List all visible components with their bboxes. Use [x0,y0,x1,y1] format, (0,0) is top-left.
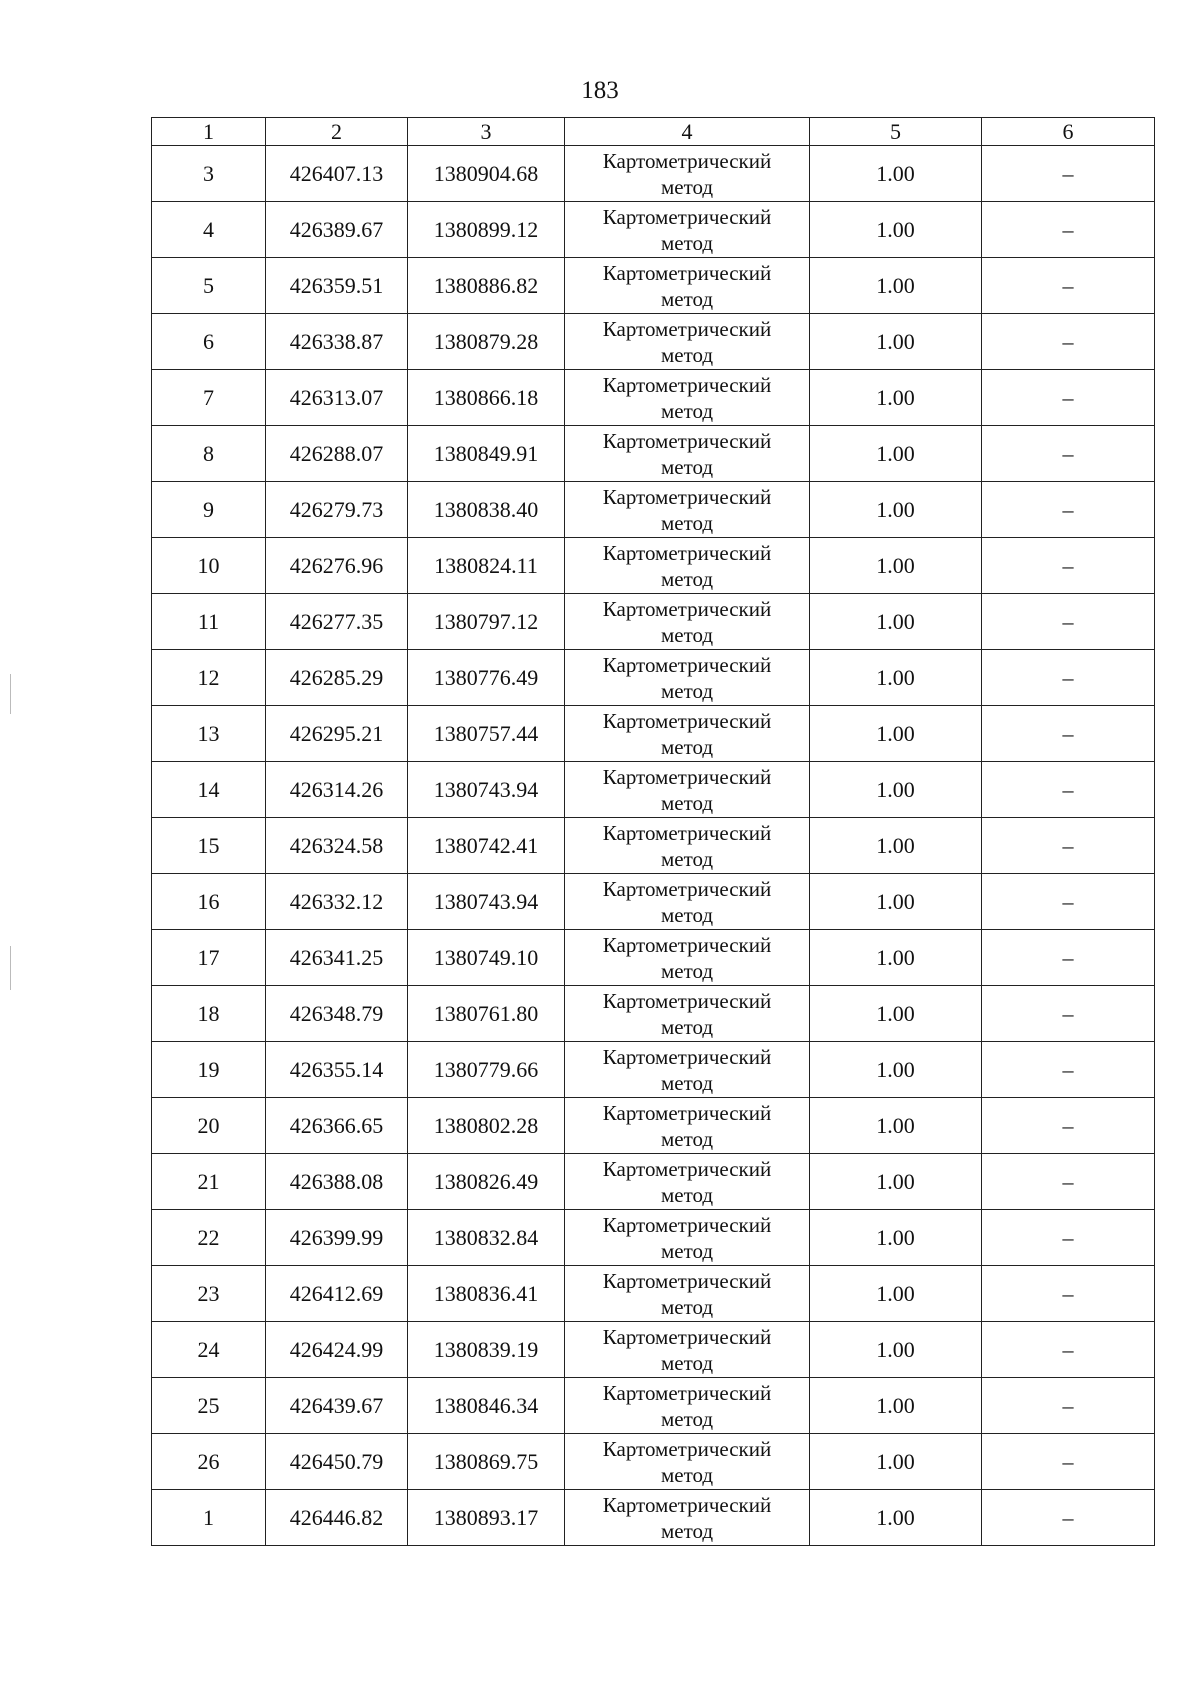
accuracy-cell: 1.00 [810,1042,982,1098]
point-number-cell: 16 [152,874,266,930]
y-coordinate-cell: 1380879.28 [408,314,565,370]
accuracy-cell: 1.00 [810,594,982,650]
accuracy-cell: 1.00 [810,1266,982,1322]
method-cell [565,818,810,874]
column-header: 1 [152,118,266,146]
scan-artifact [10,674,11,714]
method-line-1: Картометрический [602,596,772,621]
accuracy-cell: 1.00 [810,146,982,202]
y-coordinate-cell: 1380893.17 [408,1490,565,1546]
column-header: 5 [810,118,982,146]
x-coordinate-cell: 426288.07 [266,426,408,482]
x-coordinate-cell: 426366.65 [266,1098,408,1154]
accuracy-cell: 1.00 [810,314,982,370]
y-coordinate-cell: 1380824.11 [408,538,565,594]
point-number-cell: 21 [152,1154,266,1210]
accuracy-cell: 1.00 [810,1434,982,1490]
note-cell: – [982,314,1155,370]
method-line-1: Картометрический [602,1380,772,1405]
y-coordinate-cell: 1380776.49 [408,650,565,706]
method-line-2: метод [660,1014,714,1039]
point-number-cell: 7 [152,370,266,426]
accuracy-cell: 1.00 [810,538,982,594]
method-line-1: Картометрический [602,1156,772,1181]
method-cell [565,762,810,818]
accuracy-cell: 1.00 [810,426,982,482]
x-coordinate-cell: 426407.13 [266,146,408,202]
method-cell [565,1322,810,1378]
method-line-2: метод [660,1294,714,1319]
method-line-2: метод [660,1238,714,1263]
column-header: 2 [266,118,408,146]
note-cell: – [982,370,1155,426]
column-header: 6 [982,118,1155,146]
x-coordinate-cell: 426332.12 [266,874,408,930]
y-coordinate-cell: 1380757.44 [408,706,565,762]
table-header [152,118,1155,146]
method-cell [565,1098,810,1154]
y-coordinate-cell: 1380743.94 [408,762,565,818]
method-cell [565,706,810,762]
accuracy-cell: 1.00 [810,258,982,314]
method-line-1: Картометрический [602,540,772,565]
y-coordinate-cell: 1380886.82 [408,258,565,314]
note-cell: – [982,1042,1155,1098]
point-number-cell: 5 [152,258,266,314]
method-cell [565,426,810,482]
method-cell [565,538,810,594]
y-coordinate-cell: 1380761.80 [408,986,565,1042]
method-cell [565,1154,810,1210]
note-cell: – [982,818,1155,874]
method-line-2: метод [660,678,714,703]
point-number-cell: 23 [152,1266,266,1322]
method-line-2: метод [660,1126,714,1151]
table-row [152,482,1155,538]
method-line-2: метод [660,1462,714,1487]
coordinates-table [151,117,1155,1546]
accuracy-cell: 1.00 [810,762,982,818]
accuracy-cell: 1.00 [810,706,982,762]
method-cell [565,930,810,986]
point-number-cell: 14 [152,762,266,818]
x-coordinate-cell: 426338.87 [266,314,408,370]
table-row [152,1434,1155,1490]
method-line-1: Картометрический [602,988,772,1013]
method-cell [565,1266,810,1322]
point-number-cell: 1 [152,1490,266,1546]
x-coordinate-cell: 426389.67 [266,202,408,258]
note-cell: – [982,538,1155,594]
method-line-1: Картометрический [602,764,772,789]
method-line-1: Картометрический [602,484,772,509]
x-coordinate-cell: 426314.26 [266,762,408,818]
table-row [152,202,1155,258]
y-coordinate-cell: 1380899.12 [408,202,565,258]
note-cell: – [982,1490,1155,1546]
method-line-1: Картометрический [602,148,772,173]
table-row [152,258,1155,314]
table-row [152,1378,1155,1434]
point-number-cell: 8 [152,426,266,482]
y-coordinate-cell: 1380826.49 [408,1154,565,1210]
page-number: 183 [581,77,619,104]
y-coordinate-cell: 1380904.68 [408,146,565,202]
method-cell [565,482,810,538]
accuracy-cell: 1.00 [810,1098,982,1154]
method-line-1: Картометрический [602,372,772,397]
x-coordinate-cell: 426355.14 [266,1042,408,1098]
accuracy-cell: 1.00 [810,1490,982,1546]
accuracy-cell: 1.00 [810,818,982,874]
table-row [152,986,1155,1042]
table-row [152,818,1155,874]
accuracy-cell: 1.00 [810,1322,982,1378]
point-number-cell: 15 [152,818,266,874]
accuracy-cell: 1.00 [810,650,982,706]
note-cell: – [982,1378,1155,1434]
y-coordinate-cell: 1380836.41 [408,1266,565,1322]
table-row [152,370,1155,426]
x-coordinate-cell: 426359.51 [266,258,408,314]
method-line-2: метод [660,454,714,479]
note-cell: – [982,874,1155,930]
table-row [152,874,1155,930]
method-line-2: метод [660,1406,714,1431]
x-coordinate-cell: 426348.79 [266,986,408,1042]
table-row [152,1490,1155,1546]
accuracy-cell: 1.00 [810,482,982,538]
method-cell [565,1434,810,1490]
table-row [152,930,1155,986]
method-cell [565,1210,810,1266]
x-coordinate-cell: 426341.25 [266,930,408,986]
accuracy-cell: 1.00 [810,986,982,1042]
method-line-1: Картометрический [602,1492,772,1517]
point-number-cell: 26 [152,1434,266,1490]
table-row [152,1154,1155,1210]
method-line-2: метод [660,1518,714,1543]
method-line-1: Картометрический [602,708,772,733]
method-cell [565,650,810,706]
method-line-1: Картометрический [602,932,772,957]
note-cell: – [982,146,1155,202]
method-line-1: Картометрический [602,428,772,453]
method-cell [565,986,810,1042]
point-number-cell: 9 [152,482,266,538]
table-row [152,1322,1155,1378]
method-cell [565,370,810,426]
method-line-1: Картометрический [602,1268,772,1293]
method-cell [565,314,810,370]
note-cell: – [982,594,1155,650]
table-row [152,426,1155,482]
method-line-1: Картометрический [602,652,772,677]
x-coordinate-cell: 426450.79 [266,1434,408,1490]
header-row [152,118,1155,146]
x-coordinate-cell: 426324.58 [266,818,408,874]
y-coordinate-cell: 1380846.34 [408,1378,565,1434]
note-cell: – [982,1266,1155,1322]
table-row [152,1098,1155,1154]
method-cell [565,202,810,258]
y-coordinate-cell: 1380749.10 [408,930,565,986]
accuracy-cell: 1.00 [810,370,982,426]
method-line-2: метод [660,1350,714,1375]
note-cell: – [982,258,1155,314]
scan-artifact [10,946,11,990]
method-line-1: Картометрический [602,204,772,229]
y-coordinate-cell: 1380779.66 [408,1042,565,1098]
x-coordinate-cell: 426446.82 [266,1490,408,1546]
point-number-cell: 4 [152,202,266,258]
method-cell [565,1490,810,1546]
method-cell [565,874,810,930]
point-number-cell: 24 [152,1322,266,1378]
y-coordinate-cell: 1380742.41 [408,818,565,874]
y-coordinate-cell: 1380797.12 [408,594,565,650]
method-cell [565,258,810,314]
method-line-2: метод [660,342,714,367]
method-line-2: метод [660,510,714,535]
y-coordinate-cell: 1380849.91 [408,426,565,482]
method-line-1: Картометрический [602,1212,772,1237]
x-coordinate-cell: 426424.99 [266,1322,408,1378]
x-coordinate-cell: 426276.96 [266,538,408,594]
point-number-cell: 17 [152,930,266,986]
method-line-1: Картометрический [602,1100,772,1125]
method-line-2: метод [660,958,714,983]
y-coordinate-cell: 1380832.84 [408,1210,565,1266]
accuracy-cell: 1.00 [810,1210,982,1266]
table-row [152,1210,1155,1266]
y-coordinate-cell: 1380866.18 [408,370,565,426]
method-line-1: Картометрический [602,1044,772,1069]
x-coordinate-cell: 426412.69 [266,1266,408,1322]
method-line-2: метод [660,286,714,311]
accuracy-cell: 1.00 [810,202,982,258]
method-line-1: Картометрический [602,260,772,285]
table-row [152,1042,1155,1098]
method-cell [565,1042,810,1098]
note-cell: – [982,706,1155,762]
method-line-2: метод [660,1070,714,1095]
note-cell: – [982,930,1155,986]
method-line-2: метод [660,622,714,647]
method-cell [565,146,810,202]
note-cell: – [982,1098,1155,1154]
accuracy-cell: 1.00 [810,930,982,986]
method-line-2: метод [660,734,714,759]
x-coordinate-cell: 426439.67 [266,1378,408,1434]
method-line-2: метод [660,174,714,199]
table-body [152,146,1155,1546]
note-cell: – [982,986,1155,1042]
note-cell: – [982,650,1155,706]
point-number-cell: 3 [152,146,266,202]
method-line-1: Картометрический [602,1324,772,1349]
point-number-cell: 10 [152,538,266,594]
point-number-cell: 20 [152,1098,266,1154]
method-line-1: Картометрический [602,1436,772,1461]
accuracy-cell: 1.00 [810,1154,982,1210]
method-line-1: Картометрический [602,876,772,901]
table-row [152,762,1155,818]
y-coordinate-cell: 1380743.94 [408,874,565,930]
point-number-cell: 19 [152,1042,266,1098]
x-coordinate-cell: 426285.29 [266,650,408,706]
x-coordinate-cell: 426388.08 [266,1154,408,1210]
method-line-2: метод [660,398,714,423]
point-number-cell: 12 [152,650,266,706]
method-line-2: метод [660,230,714,255]
accuracy-cell: 1.00 [810,874,982,930]
point-number-cell: 13 [152,706,266,762]
table-row [152,1266,1155,1322]
note-cell: – [982,202,1155,258]
y-coordinate-cell: 1380839.19 [408,1322,565,1378]
table-row [152,538,1155,594]
method-line-2: метод [660,790,714,815]
column-header: 3 [408,118,565,146]
method-line-2: метод [660,566,714,591]
point-number-cell: 18 [152,986,266,1042]
method-line-2: метод [660,846,714,871]
y-coordinate-cell: 1380802.28 [408,1098,565,1154]
method-line-2: метод [660,902,714,927]
note-cell: – [982,1210,1155,1266]
method-cell [565,594,810,650]
point-number-cell: 11 [152,594,266,650]
table-row [152,146,1155,202]
y-coordinate-cell: 1380869.75 [408,1434,565,1490]
note-cell: – [982,482,1155,538]
x-coordinate-cell: 426313.07 [266,370,408,426]
method-line-1: Картометрический [602,820,772,845]
x-coordinate-cell: 426279.73 [266,482,408,538]
table-row [152,706,1155,762]
point-number-cell: 6 [152,314,266,370]
method-cell [565,1378,810,1434]
y-coordinate-cell: 1380838.40 [408,482,565,538]
x-coordinate-cell: 426399.99 [266,1210,408,1266]
point-number-cell: 25 [152,1378,266,1434]
note-cell: – [982,762,1155,818]
x-coordinate-cell: 426295.21 [266,706,408,762]
table-row [152,650,1155,706]
point-number-cell: 22 [152,1210,266,1266]
accuracy-cell: 1.00 [810,1378,982,1434]
note-cell: – [982,426,1155,482]
table-row [152,594,1155,650]
column-header: 4 [565,118,810,146]
note-cell: – [982,1434,1155,1490]
x-coordinate-cell: 426277.35 [266,594,408,650]
method-line-1: Картометрический [602,316,772,341]
note-cell: – [982,1322,1155,1378]
note-cell: – [982,1154,1155,1210]
table-row [152,314,1155,370]
method-line-2: метод [660,1182,714,1207]
